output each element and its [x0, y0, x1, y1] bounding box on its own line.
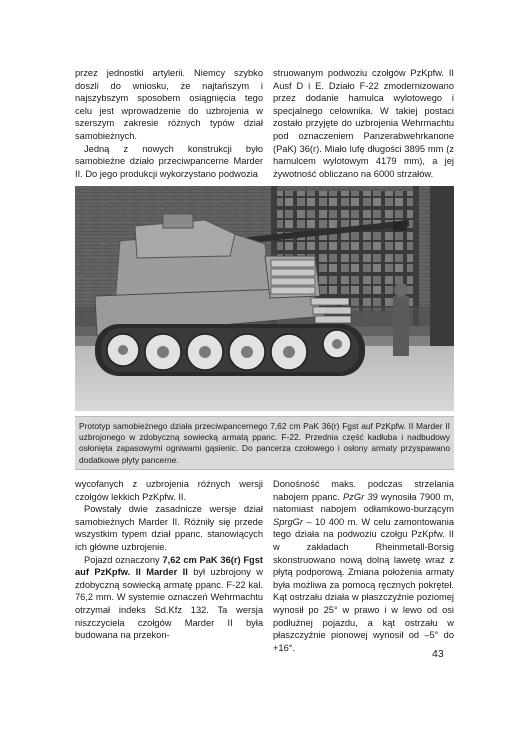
text-run: był uzbrojony w zdobyczną sowiecką armatę ppanc. F-22 kal. 76,2 mm. W systemie oznaczeń Wehrmachtu otrzymał indeks Sd.Kfz 132. Ta wersja niszczyciela czołgów Marder II była budowana na przekon- — [75, 567, 263, 641]
text-run: Donośność maks. podczas strzelania nabojem ppanc. — [273, 479, 454, 502]
paragraph: przez jednostki artylerii. Niemcy szybko doszli do wniosku, że najtańszym i najszybszym sposobem osiągnięcia tego celu jest wprowadzenie do uzbrojenia w szerszym zakresie różnych typów dział samobieżnych. — [75, 68, 263, 141]
paragraph — [273, 478, 454, 654]
text-run: wynosiła 7900 m, natomiast nabojem odłamkowo-burzącym — [273, 491, 454, 515]
text-column-top-right — [273, 67, 454, 180]
ammo-name: SprgGr — [273, 516, 303, 527]
page-number: 43 — [432, 648, 444, 660]
photo-caption-box — [75, 416, 454, 470]
marder-ii-photo-illustration — [75, 186, 454, 411]
text-column-bottom-left — [75, 478, 263, 642]
paragraph: struowanym podwoziu czołgów PzKpfw. II Ausf D i E. Działo F-22 zmodernizowano przez dodanie hamulca wylotowego i specjalnego celownika. W takiej postaci zostało przyjęte do uzbrojenia Wehrmachtu pod oznaczeniem Panzerabwehrkanone (PaK) 36(r). Miało lufę długości 3895 mm (z hamulcem wylotowym 4179 mm), a jej żywotność obliczano na 6000 strzałów. — [273, 68, 454, 179]
paragraph: Jedną z nowych konstrukcji było samobieżne działo przeciwpancerne Marder II. Do jego produkcji wykorzystano podwozia — [75, 143, 263, 179]
text-run: Pojazd oznaczony — [84, 554, 163, 565]
paragraph — [75, 554, 263, 642]
vehicle-designation: 7,62 cm PaK 36(r) Fgst auf PzKpfw. II Marder II — [75, 554, 263, 578]
text-column-bottom-right — [273, 478, 454, 654]
paragraph: Powstały dwie zasadnicze wersje dział samobieżnych Marder II. Różniły się przede wszystkim typem dział ppanc. stanowiących ich główne uzbrojenie. — [75, 504, 263, 552]
paragraph: wycofanych z uzbrojenia różnych wersji czołgów lekkich PzKpfw. II. — [75, 479, 263, 502]
tank-photograph — [75, 186, 454, 411]
text-run: – 10 400 m. W celu zamontowania tego działa na podwoziu czołgu PzKpfw. II w zakładach Rheinmetall-Borsig skonstruowano nową dolną lawetę wraz z płytą podporową. Zmiana położenia armaty była możliwa za pomocą ręcznych pokręteł. Kąt ostrzału działa w płaszczyźnie poziomej wynosił po 25° w prawo i w lewo od osi podłużnej pojazdu, a kąt ostrzału w płaszczyźnie pionowej wynosił od –5° do +16°. — [273, 516, 454, 653]
text-column-top-left — [75, 67, 263, 180]
ammo-name: PzGr 39 — [342, 491, 378, 502]
photo-caption: Prototyp samobieżnego działa przeciwpancernego 7,62 cm PaK 36(r) Fgst auf PzKpfw. II Marder II uzbrojonego w zdobyczną sowiecką armatą ppanc. F-22. Przednia część kadłuba i nadbudowy osłonięta zapasowymi ogniwami gąsienic. Do pancerza czołowego i osłony armaty przyspawano dodatkowe płyty pancerne. — [79, 421, 450, 465]
